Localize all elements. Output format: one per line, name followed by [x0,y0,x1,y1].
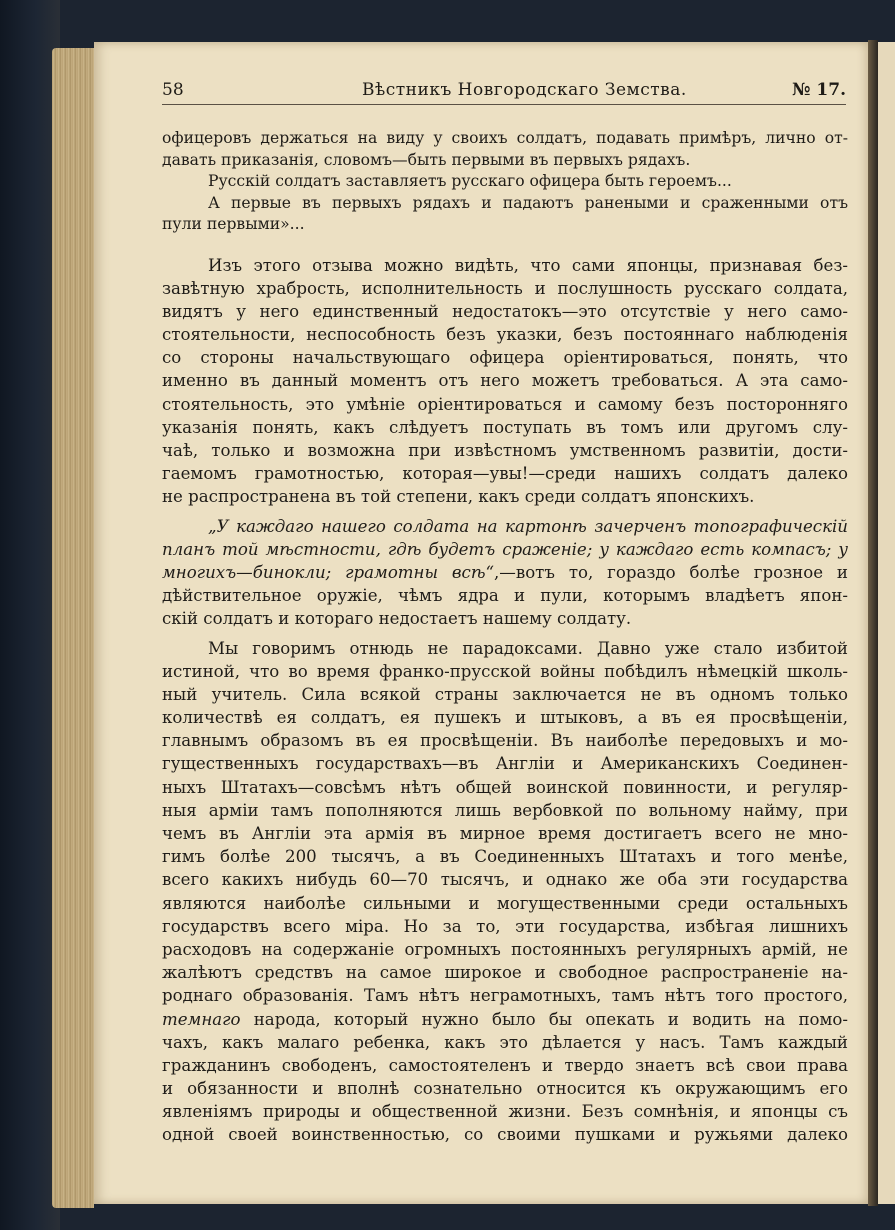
text-line: видятъ у него единственный недостатокъ—это отсутствіе у него само- [162,301,848,321]
text-line: и обязанности и вполнѣ сознательно относится къ окружающимъ его [162,1079,848,1099]
text-line: А первые въ первыхъ рядахъ и падаютъ ранеными и сраженными отъ [208,193,848,212]
paragraph-gap [162,236,848,254]
text-line: государствъ всего міра. Но за то, эти государства, избѣгая лишнихъ [162,916,848,936]
text-line: давать приказанія, словомъ—быть первыми въ первыхъ рядахъ. [162,150,691,169]
text-line: пули первыми»... [162,215,305,233]
text-line: количествѣ ея солдатъ, ея пушекъ и штыковъ, а въ ея просвѣщеніи, [162,708,848,728]
paragraph-1 [162,254,848,509]
text-line: планъ той мѣстности, гдѣ будетъ сраженіе; у каждаго есть компасъ; у [162,539,848,559]
journal-title: Вѣстникъ Новгородскаго Земства. [362,80,687,100]
book-gutter [868,40,878,1206]
text-line: офицеровъ держаться на виду у своихъ солдатъ, подавать примѣръ, лично от- [162,129,848,147]
text-line: Изъ этого отзыва можно видѣть, что сами японцы, признавая без- [208,255,848,275]
text-line: гаемомъ грамотностью, которая—увы!—среди нашихъ солдатъ далеко [162,464,848,484]
italic-fragment: темнаго [162,1009,241,1029]
text-line: скій солдатъ и котораго недостаетъ нашему солдату. [162,609,632,629]
text-fragment: ,—вотъ то, гораздо болѣе грозное и [493,562,848,582]
issue-number: № 17. [792,80,846,100]
text-line: роднаго образованія. Тамъ нѣтъ неграмотныхъ, тамъ нѣтъ того простого, [162,986,848,1006]
text-line: гражданинъ свободенъ, самостоятеленъ и твердо знаетъ всѣ свои права [162,1055,848,1075]
header-rule [162,104,846,105]
text-line: дѣйствительное оружіе, чѣмъ ядра и пули, которымъ владѣетъ япон- [162,586,848,606]
text-line: главнымъ образомъ въ ея просвѣщеніи. Въ наиболѣе передовыхъ и мо- [162,731,848,751]
text-line: Мы говоримъ отнюдь не парадоксами. Давно уже стало избитой [208,638,848,658]
text-line: со стороны начальствующаго офицера оріентироваться, понять, что [162,348,848,368]
facing-page-edge [878,42,895,1204]
text-line: явленіямъ природы и общественной жизни. Безъ сомнѣнія, и японцы съ [162,1102,848,1122]
text-line: чаѣ, только и возможна при извѣстномъ умственномъ развитіи, дости- [162,441,848,460]
text-line: не распространена въ той степени, какъ среди солдатъ японскихъ. [162,487,755,507]
text-line: ный учитель. Сила всякой страны заключается не въ одномъ только [162,684,848,704]
text-line: всего какихъ нибудь 60—70 тысячъ, и однако же оба эти государства [162,870,848,890]
text-line: жалѣютъ средствъ на самое широкое и свободное распространеніе на- [162,963,848,983]
text-line: ныя арміи тамъ пополняются лишь вербовкой по вольному найму, при [162,800,848,820]
text-line: стоятельность, это умѣніе оріентироваться и самому безъ посторонняго [162,394,848,414]
text-line: являются наиболѣе сильными и могущественными среди остальныхъ [162,893,848,913]
text-line: чахъ, какъ малаго ребенка, какъ это дѣлается у насъ. Тамъ каждый [162,1032,848,1052]
text-line: гущественныхъ государствахъ—въ Англіи и Американскихъ Соединен- [162,754,848,774]
text-line: гимъ болѣе 200 тысячъ, а въ Соединенныхъ Штатахъ и того менѣе, [162,847,848,867]
paragraph-3 [162,637,848,1147]
body-text [162,128,848,1147]
text-line-mixed [162,1008,848,1031]
running-header [162,76,846,106]
text-line: завѣтную храбрость, исполнительность и послушность русскаго солдата, [162,278,848,298]
text-line: именно въ данный моментъ отъ него можетъ требоваться. А эта само- [162,371,848,391]
page-number: 58 [162,80,184,100]
quote-block [162,128,848,236]
text-line: чемъ въ Англіи эта армія въ мирное время достигаетъ всего не мно- [162,824,848,843]
text-line-mixed [162,561,848,584]
text-line: истиной, что во время франко-прусской войны побѣдилъ нѣмецкій школь- [162,661,848,681]
page-stack-edge [52,48,94,1208]
text-line: Русскій солдатъ заставляетъ русскаго офицера быть героемъ... [208,172,732,190]
text-line: ныхъ Штатахъ—совсѣмъ нѣтъ общей воинской повинности, и регуляр- [162,777,848,797]
text-line: указанія понять, какъ слѣдуетъ поступать въ томъ или другомъ слу- [162,417,848,437]
text-line: расходовъ на содержаніе огромныхъ постоянныхъ регулярныхъ армій, не [162,939,848,959]
text-line: одной своей воинственностью, со своими пушками и ружьями далеко [162,1125,848,1145]
book-cover-edge [0,0,60,1230]
text-fragment: народа, который нужно было бы опекать и водить на помо- [240,1009,848,1029]
italic-fragment: многихъ—бинокли; грамотны всѣ“ [162,562,494,582]
text-line: „У каждаго нашего солдата на картонѣ зачерченъ топографическій [208,516,848,536]
paragraph-2 [162,515,848,631]
text-line: стоятельности, неспособность безъ указки, безъ постояннаго наблюденія [162,325,848,345]
